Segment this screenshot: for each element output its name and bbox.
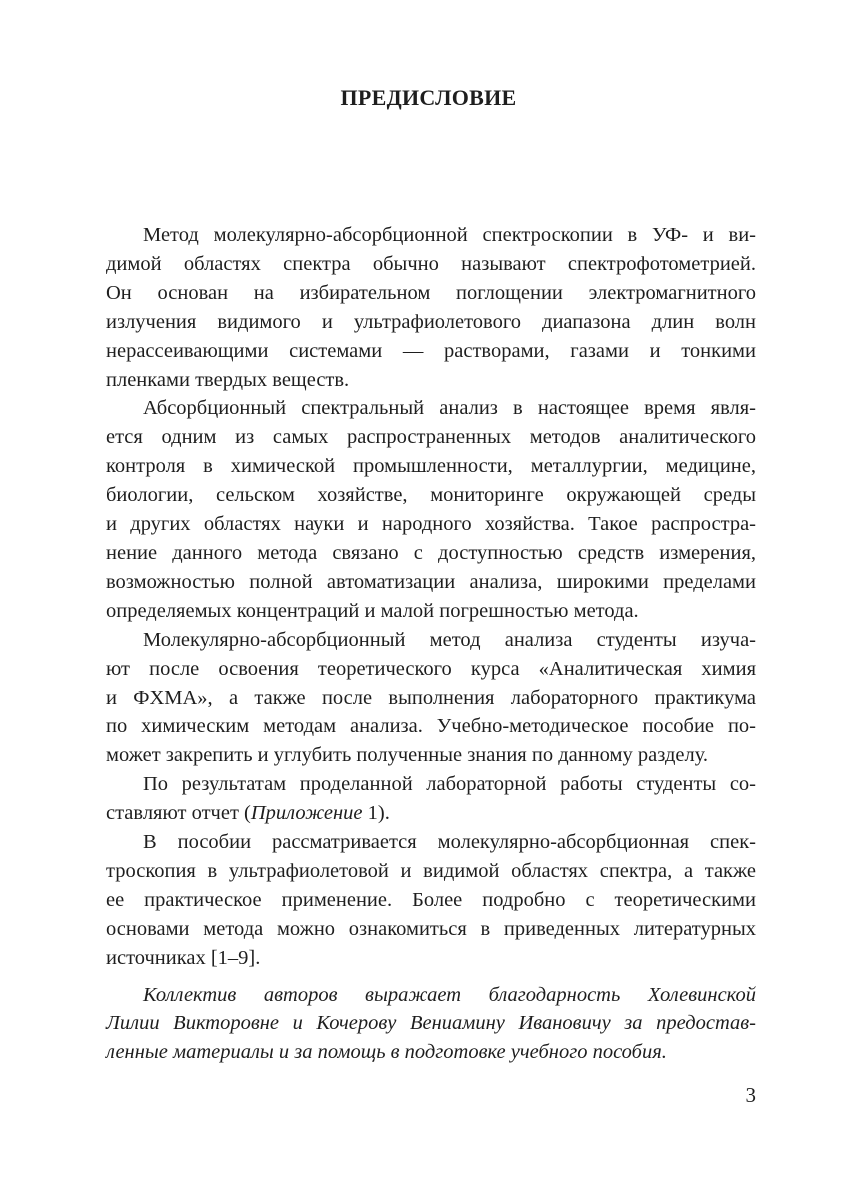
text-line: и ФХМА», а также после выполнения лабораторного практикума — [106, 686, 756, 709]
text-line — [106, 799, 756, 828]
text-line: ется одним из самых распространенных методов аналитического — [106, 426, 756, 449]
text-line: Коллектив авторов выражает благодарность Холевинской — [143, 983, 756, 1006]
paragraph-5 — [106, 828, 756, 973]
body-text — [106, 221, 756, 1067]
text-line: определяемых концентраций и малой погрешностью метода. — [106, 599, 639, 622]
text-line: возможностью полной автоматизации анализа, широкими пределами — [106, 570, 756, 593]
text-line: Молекулярно-абсорбционный метод анализа студенты изуча- — [143, 628, 756, 651]
text-fragment: ставляют отчет ( — [106, 802, 251, 825]
page-title: ПРЕДИСЛОВИЕ — [340, 85, 517, 110]
text-line: нерассеивающими системами — растворами, газами и тонкими — [106, 339, 756, 362]
text-line: ее практическое применение. Более подробно с теоретическими — [106, 888, 756, 911]
text-line: пленками твердых веществ. — [106, 368, 350, 391]
acknowledgment-paragraph — [106, 981, 756, 1068]
text-line: по химическим методам анализа. Учебно-методическое пособие по- — [106, 715, 756, 738]
text-line: контроля в химической промышленности, металлургии, медицине, — [106, 455, 756, 478]
text-line: и других областях науки и народного хозяйства. Такое распростра- — [106, 513, 756, 536]
paragraph-3 — [106, 626, 756, 771]
text-line: ют после освоения теоретического курса «Аналитическая химия — [106, 657, 756, 680]
appendix-reference: Приложение — [250, 802, 363, 825]
text-line: Абсорбционный спектральный анализ в настоящее время явля- — [143, 397, 756, 420]
text-line: биологии, сельском хозяйстве, мониторинге окружающей среды — [106, 484, 756, 507]
text-line: Лилии Викторовне и Кочерову Вениамину Ивановичу за предостав- — [106, 1012, 756, 1035]
text-line: основами метода можно ознакомиться в приведенных литературных — [106, 917, 756, 940]
text-line: Он основан на избирательном поглощении электромагнитного — [106, 281, 756, 304]
text-line: источниках [1–9]. — [106, 946, 261, 969]
text-line: может закрепить и углубить полученные знания по данному разделу. — [106, 744, 709, 767]
text-line: Метод молекулярно-абсорбционной спектроскопии в УФ- и ви- — [143, 224, 756, 246]
paragraph-4 — [106, 770, 756, 828]
text-line: димой областях спектра обычно называют спектрофотометрией. — [106, 252, 756, 275]
paragraph-2 — [106, 394, 756, 625]
text-line: излучения видимого и ультрафиолетового диапазона длин волн — [106, 310, 756, 333]
text-line: нение данного метода связано с доступностью средств измерения, — [106, 541, 756, 564]
text-line: ленные материалы и за помощь в подготовке учебного пособия. — [106, 1041, 667, 1064]
paragraph-1 — [106, 221, 756, 394]
text-line: По результатам проделанной лабораторной работы студенты со- — [143, 773, 756, 796]
text-fragment: 1). — [362, 802, 390, 825]
page-number: 3 — [745, 1083, 756, 1107]
text-line: троскопия в ультрафиолетовой и видимой областях спектра, а также — [106, 859, 756, 882]
text-line: В пособии рассматривается молекулярно-абсорбционная спек- — [143, 831, 756, 854]
